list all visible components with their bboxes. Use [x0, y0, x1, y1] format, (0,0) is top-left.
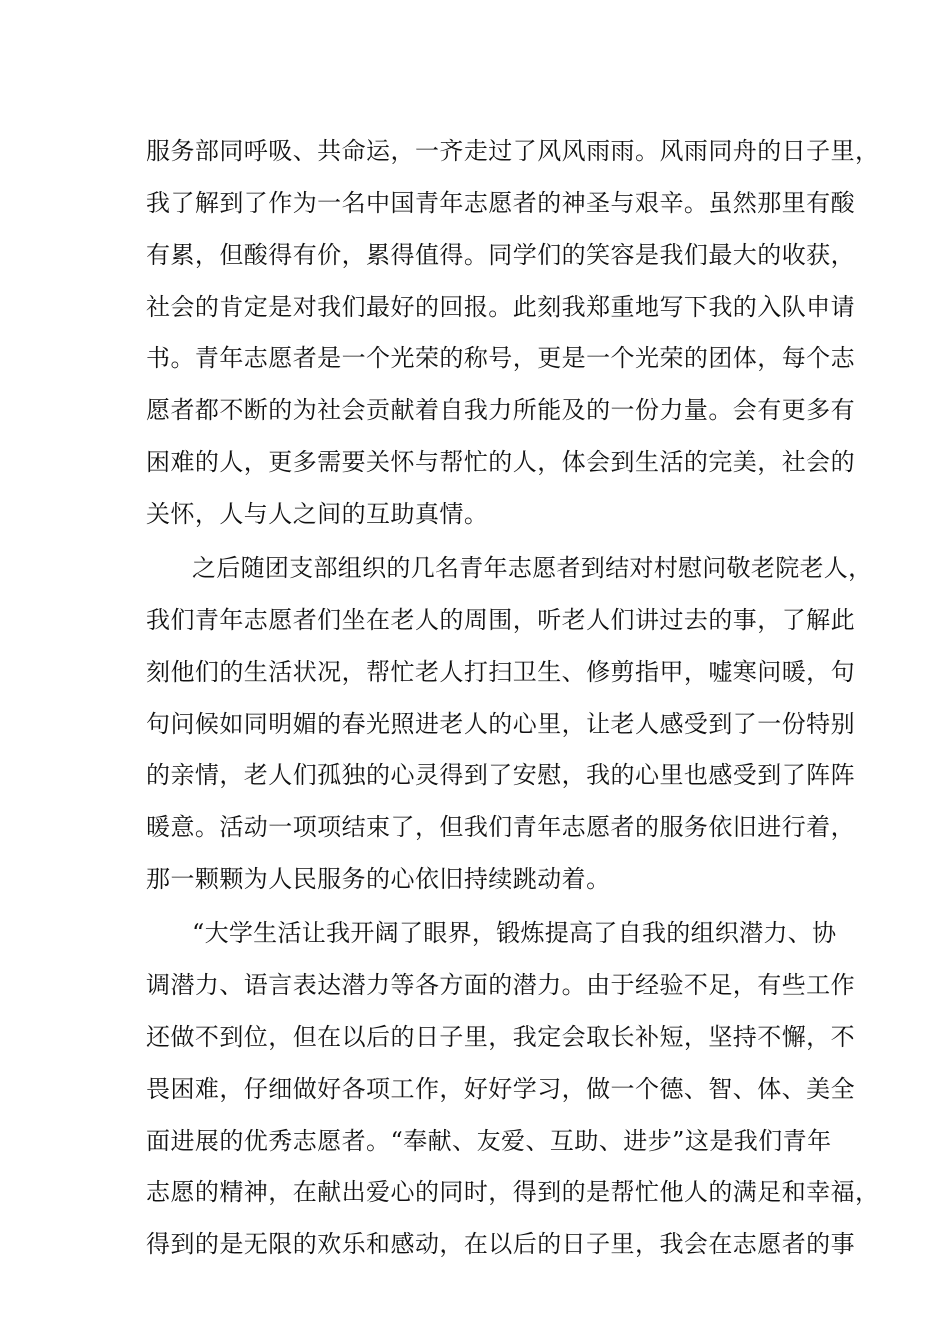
text-line-content: 畏困难，仔细做好各项工作，好好学习，做一个德、智、体、美全 — [146, 1075, 856, 1103]
text-line — [0, 704, 950, 744]
text-line — [0, 965, 950, 1005]
text-line-content: 有累，但酸得有价，累得值得。同学们的笑容是我们最大的收获， — [146, 241, 856, 269]
text-line-content: 还做不到位，但在以后的日子里，我定会取长补短，坚持不懈，不 — [146, 1023, 856, 1051]
text-line-content: 句问候如同明媚的春光照进老人的心里，让老人感受到了一份特别 — [146, 710, 856, 738]
text-line — [0, 494, 950, 534]
text-line-content: 得到的是无限的欢乐和感动，在以后的日子里，我会在志愿者的事 — [146, 1230, 856, 1258]
text-line-content: 那一颗颗为人民服务的心依旧持续跳动着。 — [146, 865, 611, 893]
text-line-content: 社会的肯定是对我们最好的回报。此刻我郑重地写下我的入队申请 — [146, 293, 856, 321]
text-line-content: 我了解到了作为一名中国青年志愿者的神圣与艰辛。虽然那里有酸 — [146, 189, 856, 217]
text-line-content: 之后随团支部组织的几名青年志愿者到结对村慰问敬老院老人， — [192, 554, 873, 582]
text-line — [0, 807, 950, 847]
text-line-content: 面进展的优秀志愿者。“奉献、友爱、互助、进步”这是我们青年 — [146, 1127, 832, 1155]
text-line-content: 服务部同呼吸、共命运，一齐走过了风风雨雨。风雨同舟的日子里， — [146, 137, 880, 165]
text-line — [0, 1224, 950, 1264]
text-line — [0, 131, 950, 171]
text-line-content: 的亲情，老人们孤独的心灵得到了安慰，我的心里也感受到了阵阵 — [146, 761, 856, 789]
text-line-content: 我们青年志愿者们坐在老人的周围，听老人们讲过去的事，了解此 — [146, 606, 856, 634]
text-line — [0, 1121, 950, 1161]
text-line-content: 困难的人，更多需要关怀与帮忙的人，体会到生活的完美，社会的 — [146, 448, 856, 476]
text-line-content: “大学生活让我开阔了眼界，锻炼提高了自我的组织潜力、协 — [192, 919, 837, 947]
text-line-content: 刻他们的生活状况，帮忙老人打扫卫生、修剪指甲，嘘寒问暖，句 — [146, 658, 856, 686]
text-line — [0, 859, 950, 899]
text-line — [0, 338, 950, 378]
text-line — [0, 755, 950, 795]
text-line — [0, 600, 950, 640]
text-line — [0, 235, 950, 275]
text-line — [0, 1017, 950, 1057]
text-line — [0, 442, 950, 482]
text-line-content: 书。青年志愿者是一个光荣的称号，更是一个光荣的团体，每个志 — [146, 344, 856, 372]
text-line-content: 志愿的精神，在献出爱心的同时，得到的是帮忙他人的满足和幸福， — [146, 1178, 880, 1206]
text-line — [0, 287, 950, 327]
text-line-content: 关怀，人与人之间的互助真情。 — [146, 500, 489, 528]
text-line — [0, 913, 950, 953]
text-line-content: 愿者都不断的为社会贡献着自我力所能及的一份力量。会有更多有 — [146, 396, 856, 424]
text-line-content: 调潜力、语言表达潜力等各方面的潜力。由于经验不足，有些工作 — [146, 971, 856, 999]
text-line — [0, 1172, 950, 1212]
text-line — [0, 548, 950, 588]
text-line-content: 暖意。活动一项项结束了，但我们青年志愿者的服务依旧进行着， — [146, 813, 856, 841]
text-line — [0, 183, 950, 223]
text-line — [0, 390, 950, 430]
text-line — [0, 1069, 950, 1109]
text-line — [0, 652, 950, 692]
